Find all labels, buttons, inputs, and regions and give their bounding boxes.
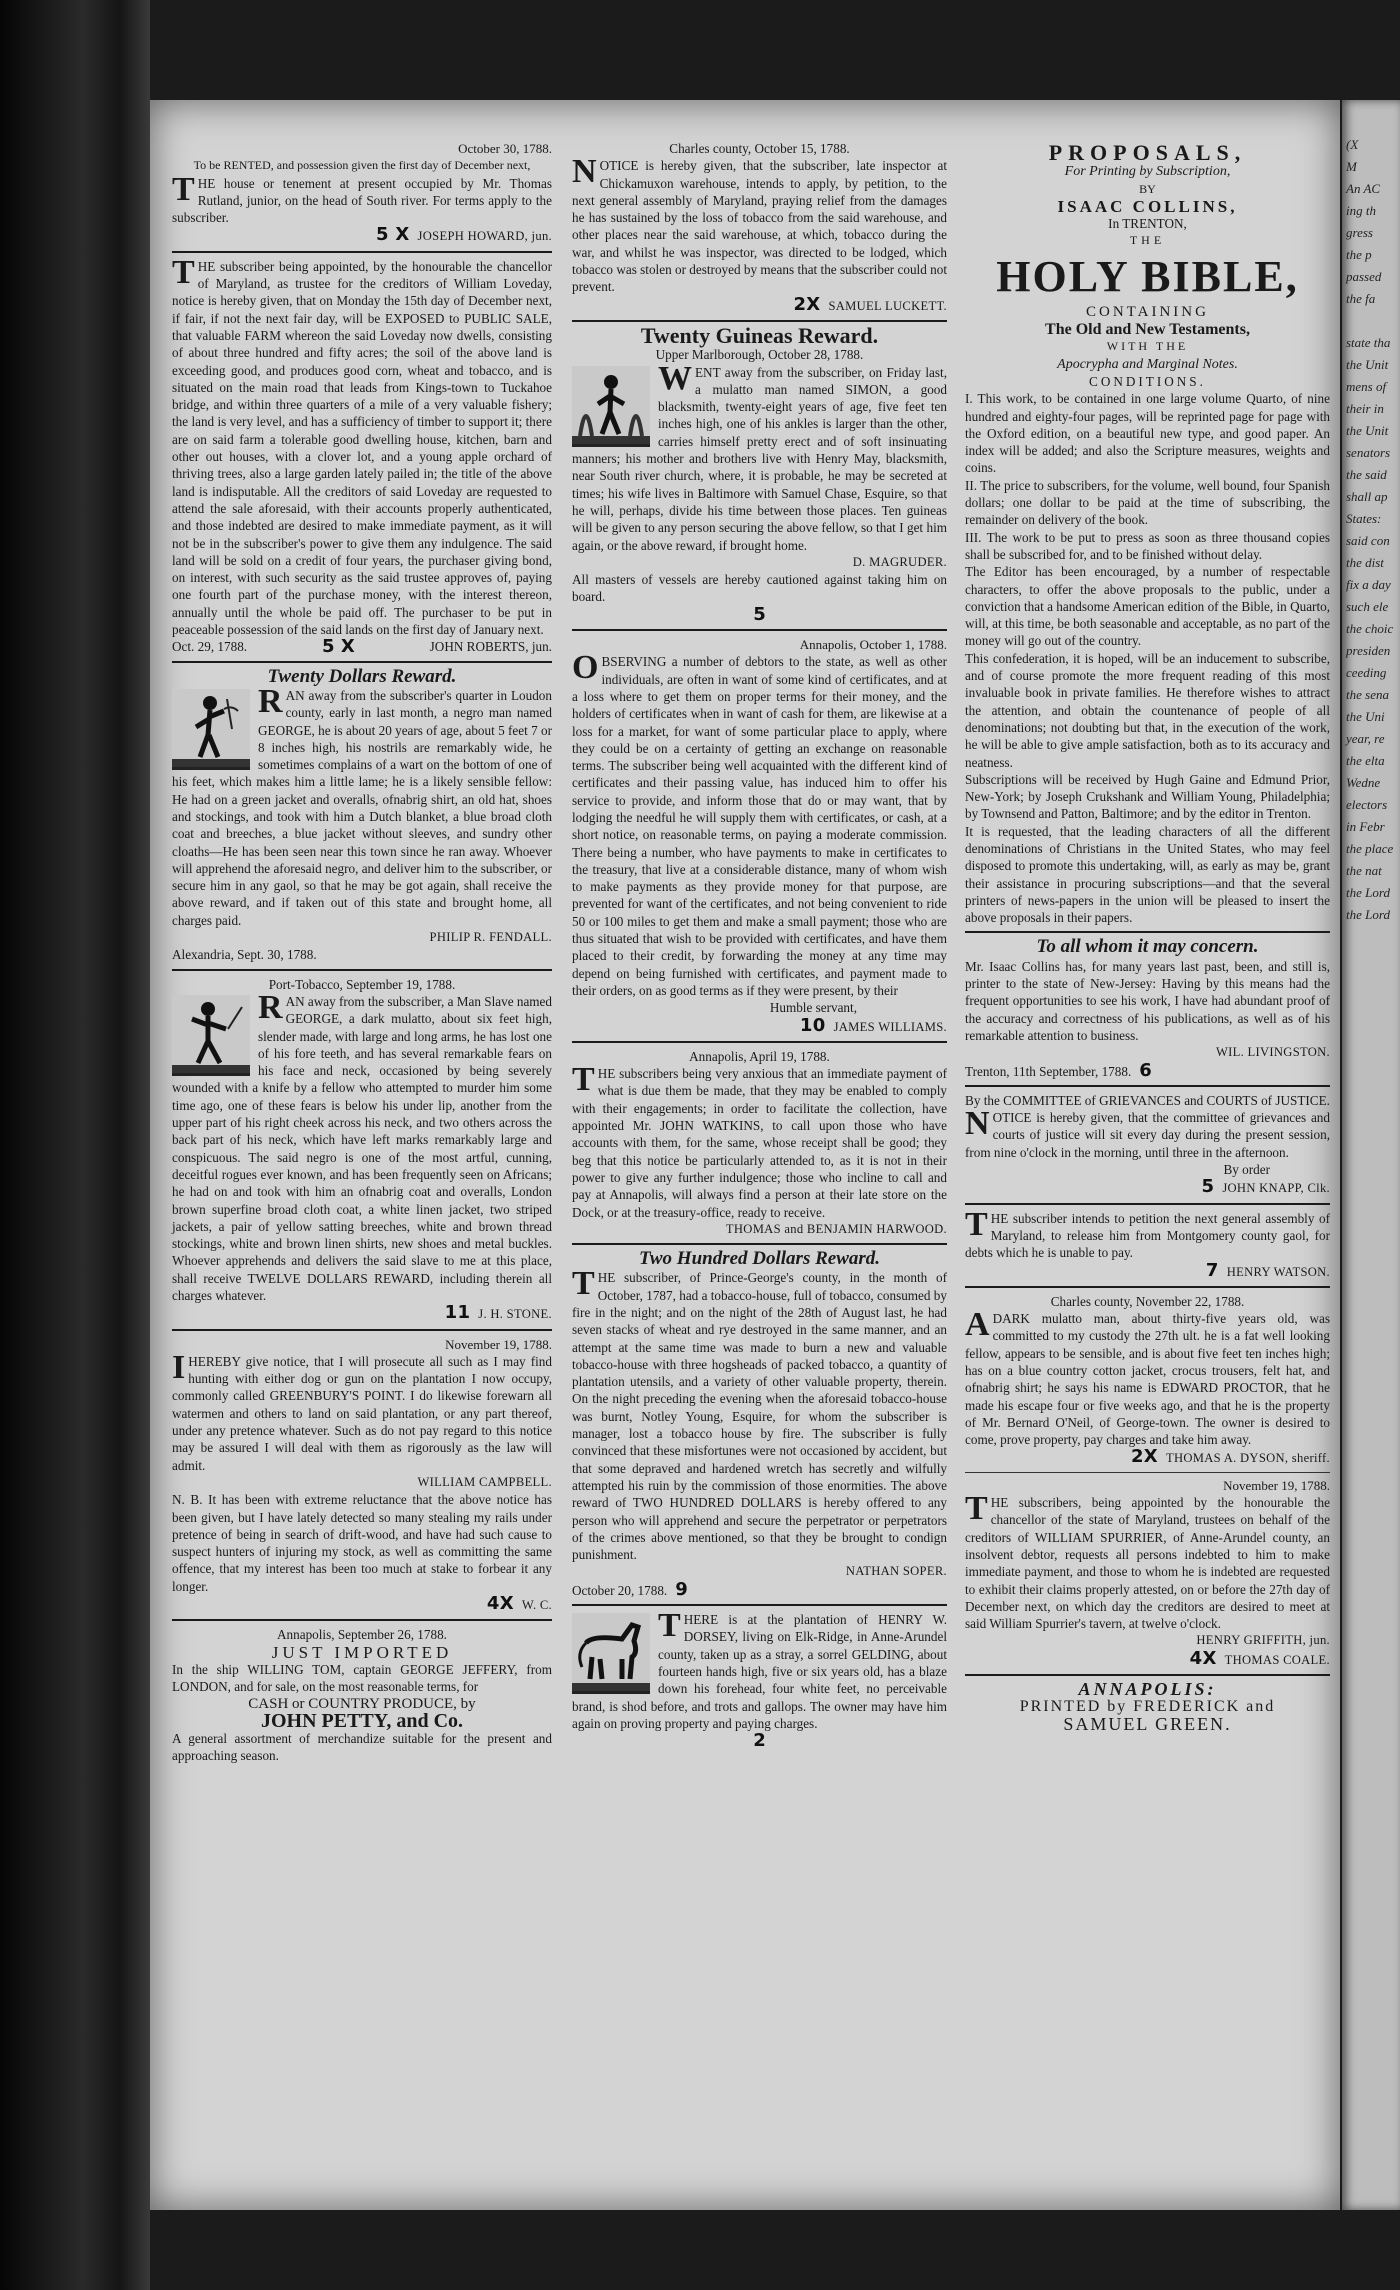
divider — [572, 1243, 947, 1245]
handwritten-mark: 11 — [444, 1302, 471, 1324]
ad-stray-gelding — [572, 1607, 947, 1752]
ad-date: November 19, 1788. — [1223, 1477, 1330, 1493]
imprint-printer-name: SAMUEL GREEN. — [1063, 1713, 1232, 1734]
ad-signer: JAMES WILLIAMS. — [833, 1019, 947, 1034]
ad-body: RAN away from the subscriber's quarter in Loudon county, early in last month, a negro man named GEORGE, he is about 20 years of age, about 5 feet 7 or 8 inches high, his nostrils are remarkably wide, he sometimes complains of a wart on the bottom of one of his feet, which makes him a little lame; he is a likely sensible fellow: He had on a green jacket and overalls, ofnabrig shirt, an old hat, shoes and stockings, and took with him a Dutch blanket, a blue broad cloth coat and breeches, a blue jacket without sleeves, and sundry other cloaths—He has been seen near this town since he ran away. Whoever will apprehend the aforesaid negro, and deliver him to the subscriber, or secure him in any gaol, so that he may be got again, shall receive the above reward, and if taken out of this state and brought home, all charges paid. — [172, 682, 552, 928]
ad-initials: W. C. — [521, 1598, 552, 1613]
next-page-fragment: (X M An AC ing th gress the p passed the fa state tha the Unit mens of their in the Unit senators the said shall ap States: said con the dist fix a day such ele the choic presiden ceeding the sena the Uni year, re the elta Wedne electors in Febr the place the nat the Lord the Lord — [1346, 137, 1394, 922]
imprint-printed-by: PRINTED by FREDERICK and — [1019, 1698, 1276, 1716]
ad-body: ADARK mulatto man, about thirty-five years old, was committed to my custody the 27th ult. he is a fat well looking fellow, appears to be sensible, and is about five feet ten inches high; has on a blue country cotton jacket, crocus trousers, felt hat, and ofnabrig shirt; he says his name is EDWARD PROCTOR, that he made his escape four or five weeks ago, and that he is the property of Mr. Bernard O'Neil, of George-town. The owner is desired to come, prove property, pay charges and take him away. — [965, 1306, 1330, 1448]
proposals-printer: ISAAC COLLINS, — [1057, 196, 1238, 216]
handwritten-mark: 5 — [1201, 1176, 1215, 1198]
proposals-paragraph: It is requested, that the leading characters of all the different denominations of Christians in the United States, who may feel disposed to promote this undertaking, will, as early as may be, grant their assistance in procuring subscriptions—and that the several printers of news-papers in the union will be pleased to insert the above proposals in their papers. — [965, 823, 1330, 926]
ad-signer: HENRY GRIFFITH, jun. — [1196, 1633, 1330, 1648]
handwritten-mark: 5 X — [375, 224, 410, 246]
handwritten-mark: 6 — [1139, 1059, 1152, 1081]
ad-harwood — [572, 1048, 947, 1238]
ad-signer: WILLIAM CAMPBELL. — [417, 1474, 552, 1489]
ad-date: Charles county, October 15, 1788. — [669, 141, 850, 156]
divider — [172, 251, 552, 253]
ad-line: CASH or COUNTRY PRODUCE, by — [248, 1695, 476, 1712]
handwritten-mark: 2X — [1130, 1446, 1158, 1468]
ad-port-tobacco — [172, 976, 552, 1324]
ad-signer: JOHN KNAPP, Clk. — [1222, 1181, 1330, 1196]
imprint-place: ANNAPOLIS: — [1078, 1679, 1217, 1700]
next-page-edge — [1342, 100, 1400, 2210]
handwritten-mark: 4X — [1189, 1647, 1217, 1669]
ad-date: Annapolis, September 26, 1788. — [277, 1627, 447, 1643]
ad-signer: HENRY WATSON. — [1226, 1264, 1330, 1279]
condition-1: I. This work, to be contained in one large volume Quarto, of nine hundred and eighty-four pages, will be reprinted page for page with the Oxford edition, on a beautiful new type, and good paper. An index will be added; and also the Scripture measures, weights and coins. — [965, 391, 1330, 476]
ad-title: Two Hundred Dollars Reward. — [638, 1248, 881, 1270]
ad-closing: Humble servant, — [769, 1000, 857, 1016]
ad-place-date: Alexandria, Sept. 30, 1788. — [172, 947, 317, 963]
ad-signer: THOMAS and BENJAMIN HARWOOD. — [725, 1221, 947, 1236]
ad-body: OBSERVING a number of debtors to the state, as well as other individuals, are often in want of some kind of certificates, and at a loss where to get them on proper terms for their money, and the holders of certificates when in want of cash for them, are likewise at a loss for a market, for want of some particular place to apply, where they could be on a certainty of getting an exchange on reasonable terms. The subscriber being well acquainted with the different kind of certificates and their passing value, has induced him to offer his service to provide, and inform those that do or may want, that by lodging the needful he will supply them with certificates, or cash, at a short notice, on reasonable terms, on paying a moderate commission. There being a number, who have payments to make in certificates to the treasury, that live at a considerable distance, many of whom wish to make payments as they provide money for that purpose, are prevented for want of the certificates, and not being convenient to ride 50 or 100 miles to get them and make a small payment; those who are thus situated that wish to be provided with certificates, and have them placed to their credit, by forwarding the money at any time may depend on being furnished with certificates, and payment made to their orders, on as good terms as if they were present, by their — [572, 649, 947, 998]
ad-body: WENT away from the subscriber, on Friday last, a mulatto man named SIMON, a good blacksmith, twenty-eight years of age, five feet ten inches high, one of his ankles is larger than the other, carries himself pretty erect and of soft insinuating manners; his mother and brothers live with Henry May, blacksmith, near South river church, where, it is probable, he may be secreted at times; his wife lives in Baltimore with Samuel Chase, Esquire, so that he will, perhaps, divide his time between those places. Ten guineas will be given to any person securing the above fellow, so that I get him again, or the above reward, if brought home. — [572, 359, 947, 553]
handwritten-mark: 4X — [486, 1593, 514, 1615]
condition-2: II. The price to subscribers, for the volume, well bound, four Spanish dollars; one dollar to be paid at the time of subscribing, the remainder on delivery of the book. — [965, 477, 1330, 528]
ad-signer: J. H. STONE. — [478, 1307, 552, 1322]
ad-nota-bene: N. B. It has been with extreme reluctance that the above notice has been given, but I have lately detected so many stealing my rails under pretence of being in search of drift-wood, and have had such cause to suspect hunters of injuring my stock, as well as committing the same offence, that my interest has been too much at stake to forbear it any longer. — [172, 1492, 552, 1594]
ad-body: THE subscriber, of Prince-George's county, in the month of October, 1787, had a tobacco-house, full of tobacco, consumed by fire in the night; and on the night of the 28th of August last, he had seven stacks of wheat and rye destroyed in the same manner, and an attempt at the same time was made to burn a new and valuable tobacco-house with three hogsheads of packed tobacco, a quantity of plantation utensils, and a variety of other valuable property, therein. On the night preceding the evening when the aforesaid tobacco-house was burnt, Notley Young, Esquire, for whom the subscriber is manager, lost a tobacco house by fire. The subscriber is fully convinced that these misfortunes were not occasioned by accident, but that some depraved and hardened wretch has secretly and wilfully attempted his ruin by the commission of those enormities. The above reward of TWO HUNDRED DOLLARS is hereby offered to any person who will apprehend and secure the perpetrator or perpetrators of the crimes above mentioned, so that they be brought to condign punishment. — [572, 1265, 947, 1563]
ad-by-order: By order — [1223, 1162, 1270, 1178]
divider — [572, 320, 947, 322]
proposals-by: BY — [1139, 181, 1156, 196]
ad-twenty-guineas-reward — [572, 322, 947, 625]
ad-date: Annapolis, October 1, 1788. — [799, 637, 947, 653]
ad-body: THE subscriber being appointed, by the honourable the chancellor of Maryland, as trustee for the creditors of William Loveday, notice is hereby given, that on Monday the 15th day of December next, if fair, if not the next fair day, will be EXPOSED to PUBLIC SALE, that valuable FARM whereon the said Loveday now dwells, consisting of about three hundred and fifty acres; the soil of the above land is exceeding good, and produces good corn, wheat and tobacco, and is situated on the main road that leads from Kings-town to Tuckahoe bridge, and within three quarters of a mile of a very valuable fishery; the land is very level, and has a sufficiency of timber to support it; there are on said farm a tolerable good dwelling house, kitchen, barn and other out houses, with a clover lot, and a young apple orchard of thriving trees, also a large garden lately pailed in; the title of the above land is indisputable. All the creditors of said Loveday are requested to attend the sale aforesaid, with their accounts properly authenticated, and those indebted are desired to make immediate payment, as it will not be in the subscriber's power to give them any indulgence. The said land will be sold on a credit of four years, the purchaser giving bond, on interest, with such security as the said trustee approves of, paying one fourth part of the purchase money, with the interest thereon, annually until the whole be paid off. The purchaser to be put in peaceable possession of the said lands on the first day of January next. — [172, 253, 552, 638]
ad-signer: JOSEPH HOWARD, jun. — [417, 229, 552, 244]
ad-body: NOTICE is hereby given, that the committee of grievances and courts of justice will sit every day during the present session, from nine o'clock in the morning, until three in the afternoon. — [965, 1105, 1330, 1160]
divider — [572, 629, 947, 631]
ad-spurrier-trustees — [965, 1477, 1330, 1669]
ad-body: THE subscribers, being appointed by the honourable the chancellor of the state of Maryland, trustees on behalf of the creditors of WILLIAM SPURRIER, of Anne-Arundel county, an insolvent debtor, requests all persons indebted to him to make immediate payment, and those to whom he is indebted are requested to exhibit their claims properly attested, on or before the 27th day of December next, on which day the creditors are desired to meet at said William Spurrier's tavern, at twelve o'clock. — [965, 1490, 1330, 1632]
divider — [965, 1203, 1330, 1205]
ad-body: IHEREBY give notice, that I will prosecute all such as I may find hunting with either dog or gun on the plantation I now occupy, commonly called GREENBURY'S POINT. I do likewise forewarn all watermen and others to land on said plantation, or any part thereof, under any pretence whatever. Such as do not pay regard to this notice may be assured I will deal with them as rigorously as the law will admit. — [172, 1348, 552, 1473]
ad-signer: THOMAS COALE. — [1224, 1652, 1330, 1667]
ad-just-imported — [172, 1626, 552, 1764]
ad-certificates — [572, 636, 947, 1036]
proposals-paragraph: Subscriptions will be received by Hugh Gaine and Edmund Prior, New-York; by Joseph Crukshank and William Young, Philadelphia; by Townsend and Patton, Baltimore; and by the editor in Trenton. — [965, 771, 1330, 822]
runaway-woodcut-icon — [172, 995, 250, 1076]
proposals-paragraph: This confederation, it is hoped, will be an inducement to subscribe, and of course promote the more frequent reading of this most invaluable book in private families. He therefore wishes to attract the attention, and obtain the countenance of people of all denominations; not doubting but that, in the execution of the work, he will be able to give ample satisfaction, both as to its accuracy and neatness. — [965, 650, 1330, 770]
ad-signer: JOHN ROBERTS, jun. — [429, 639, 552, 655]
runaway-woodcut-icon — [172, 689, 250, 770]
ad-date: Upper Marlborough, October 28, 1788. — [655, 347, 864, 363]
column-1 — [172, 140, 552, 1765]
proposals-testaments: The Old and New Testaments, — [1045, 321, 1250, 339]
ad-date: Oct. 29, 1788. — [172, 639, 248, 655]
ad-title: To all whom it may concern. — [1036, 936, 1259, 958]
ad-date: October 30, 1788. — [458, 141, 552, 156]
proposals-place: In TRENTON, — [1108, 216, 1187, 232]
column-2 — [572, 140, 947, 1750]
ad-lead: To be RENTED, and possession given the first day of December next, — [193, 158, 531, 173]
ad-tail: A general assortment of merchandize suitable for the present and approaching season. — [172, 1731, 552, 1764]
condition-3: III. The work to be put to press as soon as three thousand copies shall be subscribed for, and to be finished without delay. — [965, 529, 1330, 562]
divider — [965, 1674, 1330, 1676]
proposals-title: PROPOSALS, — [1048, 140, 1247, 165]
newspaper-page — [150, 100, 1340, 2210]
ad-two-hundred-dollars — [572, 1250, 947, 1599]
ad-body: RAN away from the subscriber, a Man Slave named GEORGE, a dark mulatto, about six feet high, slender made, with large and long arms, he has lost one of his fore teeth, and has several remarkable fears on his face and neck, occasioned by being severely wounded with a knife by a fellow who attempted to murder him some time ago, one of these fears is below his under lip, another from the upper part of his right cheek across his neck, and two others across the back part of his neck, which have left marks remarkably large and conspicuous. The said negro is one of the most artful, cunning, deceitful rogues ever known, and has been frequently seen on Africans; he had on and took with him an ofnabrig coat and overalls, London brown superfine broad cloth coat, a white linen jacket, two striped jackets, a pair of yellow satting breeches, white and brown thread stockings, white and brown linen shirts, new shoes and metal buckles. Whoever apprehends and delivers the said slave to me at this place, shall receive TWELVE DOLLARS REWARD, including therein all charges whatever. — [172, 988, 552, 1303]
divider — [965, 1472, 1330, 1473]
ad-date: Port-Tobacco, September 19, 1788. — [268, 976, 456, 992]
ad-body: Mr. Isaac Collins has, for many years last past, been, and still is, printer to the state of New-Jersey: Having by this means had the frequent opportunities to see his work, I have had abundant proof of the accuracy and correctness of his publications, as well as of his remarkable attention to business. — [965, 958, 1330, 1043]
ad-body: THERE is at the plantation of HENRY W. DORSEY, living on Elk-Ridge, in Anne-Arundel county, taken up as a stray, a sorrel GELDING, about fourteen hands high, five or six years old, has a blaze down his forehead, four white feet, no perceivable brand, is shod before, and trots and gallops. The owner may have him again on proving property and paying charges. — [572, 1607, 947, 1731]
ad-loveday-sale — [172, 253, 552, 658]
book-spine — [0, 0, 150, 2290]
ad-title: Twenty Dollars Reward. — [267, 665, 457, 687]
ad-heading: By the COMMITTEE of GRIEVANCES and COURTS of JUSTICE. — [965, 1092, 1330, 1108]
holy-bible-heading: HOLY BIBLE, — [996, 251, 1299, 301]
proposals-subtitle: For Printing by Subscription, — [1064, 164, 1231, 180]
horse-woodcut-icon — [572, 1613, 650, 1694]
ad-signer: SAMUEL LUCKETT. — [828, 298, 947, 313]
handwritten-mark: 5 — [753, 603, 766, 625]
printer-imprint — [965, 1681, 1330, 1733]
ad-watson-petition — [965, 1205, 1330, 1281]
ad-campbell-notice — [172, 1336, 552, 1615]
ad-signer: THOMAS A. DYSON, sheriff. — [1166, 1451, 1330, 1466]
ad-heading: JUST IMPORTED — [271, 1642, 453, 1662]
ad-signer: NATHAN SOPER. — [845, 1564, 947, 1579]
proposals-with: WITH THE — [1106, 339, 1189, 354]
divider — [965, 1085, 1330, 1087]
ad-dyson-committal — [965, 1293, 1330, 1468]
ad-to-whom-it-may-concern — [965, 938, 1330, 1079]
ad-body: NOTICE is hereby given, that the subscriber, late inspector at Chickamuxon warehouse, intends to apply, by petition, to the next general assembly of Maryland, praying relief from the damages he has sustained by the loss of tobacco from the said warehouse, and other places near the said warehouse, at which, tobacco during the war, and whilst he was inspector, was directed to be lodged, which tobacco was stolen or destroyed by means that the subscriber could not prevent. — [572, 153, 947, 295]
ad-date: October 20, 1788. — [572, 1582, 668, 1598]
handwritten-mark: 2X — [793, 293, 821, 315]
divider — [172, 1619, 552, 1621]
column-3 — [965, 140, 1330, 1733]
divider — [172, 661, 552, 663]
ad-date: November 19, 1788. — [445, 1336, 552, 1352]
handwritten-mark: 2 — [753, 1730, 766, 1752]
handwritten-mark: 5 X — [322, 636, 355, 658]
ad-body: THE subscribers being very anxious that an immediate payment of what is due them be made, that they may be enabled to comply with their engagements; in order to facilitate the collection, have appointed Mr. JOHN WATKINS, to call upon those who have accounts with them, for the same, whose receipt shall be good; they beg that this notice be particularly attended to, as it is not in their power to give any further indulgence; those who incline to call and pay at Annapolis, will always find a person at their late store on the Dock, or at the treasury-office, ready to receive. — [572, 1061, 947, 1220]
ad-rent — [172, 140, 552, 246]
divider — [572, 1041, 947, 1043]
ad-body: In the ship WILLING TOM, captain GEORGE JEFFERY, from LONDON, and for sale, on the most reasonable terms, for — [172, 1661, 552, 1695]
ad-signer: D. MAGRUDER. — [852, 554, 947, 569]
runaway-woodcut-icon — [572, 366, 650, 447]
ad-signer: PHILIP R. FENDALL. — [429, 930, 552, 945]
divider — [572, 1604, 947, 1606]
ad-luckett — [572, 140, 947, 315]
bible-proposals — [965, 140, 1330, 926]
ad-twenty-dollars-reward — [172, 665, 552, 964]
ad-tail: All masters of vessels are hereby cautioned against taking him on board. — [572, 572, 947, 605]
ad-date: Annapolis, April 19, 1788. — [689, 1048, 830, 1064]
ad-date: Trenton, 11th September, 1788. — [965, 1063, 1132, 1079]
proposals-conditions: CONDITIONS. — [1089, 373, 1206, 389]
proposals-apocrypha: Apocrypha and Marginal Notes. — [1057, 356, 1238, 372]
divider — [965, 1286, 1330, 1288]
handwritten-mark: 9 — [675, 1578, 688, 1600]
ad-signer: WIL. LIVINGSTON. — [1215, 1045, 1330, 1060]
divider — [965, 931, 1330, 933]
divider — [172, 1329, 552, 1331]
ad-date: Charles county, November 22, 1788. — [1050, 1293, 1245, 1309]
divider — [172, 969, 552, 971]
handwritten-mark: 7 — [1205, 1259, 1219, 1281]
proposals-containing: CONTAINING — [1086, 303, 1209, 320]
proposals-paragraph: The Editor has been encouraged, by a number of respectable characters, to offer the above proposals to the public, under a conviction that a handsome American edition of the Bible, in Quarto, will, at this time, be both seasonable and acceptable, as no part of the money will go out of the country. — [965, 564, 1330, 649]
ad-firm: JOHN PETTY, and Co. — [260, 1709, 464, 1732]
handwritten-mark: 10 — [799, 1014, 826, 1036]
proposals-the: THE — [1129, 233, 1166, 248]
ad-body: THE subscriber intends to petition the next general assembly of Maryland, to release him from Montgomery county gaol, for debts which he is unable to pay. — [965, 1205, 1330, 1261]
ad-committee-grievances — [965, 1092, 1330, 1198]
ad-title: Twenty Guineas Reward. — [640, 322, 879, 348]
ad-body: THE house or tenement at present occupied by Mr. Thomas Rutland, junior, on the head of South river. For terms apply to the subscriber. — [172, 170, 552, 226]
